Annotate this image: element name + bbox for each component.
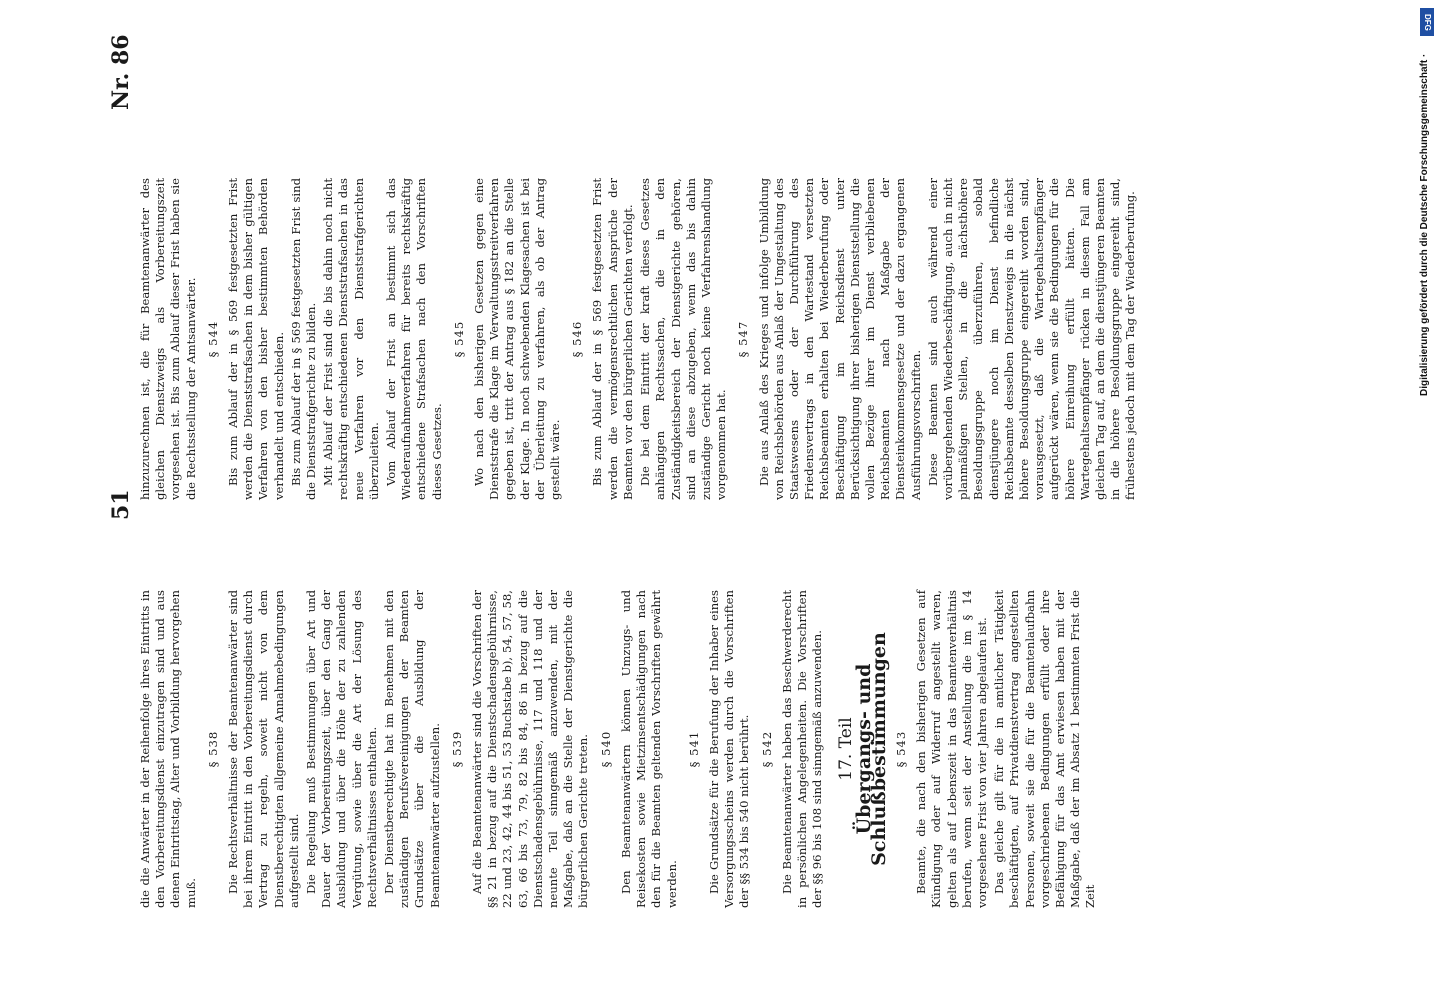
paragraph: Auf die Beamtenanwärter sind die Vorschriften der §§ 21 in bezug auf die Dienstschadensgebührnisse, 22 und 23, 42, 44 bis 51, 53 Buchstabe b), 54, 57, 58, 63, 66 bis 73, 79, 82 bis 84, 86 in bezug auf die Dienstschadensgebührnisse, 117 und 118 und der neunte Teil sinngemäß anzuwenden, mit der Maßgabe, daß an die Stelle der Dienstgerichte die bürgerlichen Gerichte treten. (470, 590, 591, 908)
part-title: Übergangs- und Schlußbestimmungen (852, 632, 890, 866)
section-heading: § 543 (893, 730, 908, 768)
section-heading: § 540 (598, 730, 613, 768)
paragraph: Bis zum Ablauf der in § 569 festgesetzten Frist werden die vermögensrechtlichen Ansprüche der Beamten vor den bürgerlichen Gerichten verfolgt. (590, 178, 635, 500)
paragraph: Die bei dem Eintritt der kraft dieses Gesetzes anhängigen Rechtssachen, die in den Zuständigkeitsbereich der Dienstgerichte gehören, sind an diese abzugeben, wenn das bis dahin zuständige Gericht noch keine Verfahrenshandlung vorgenommen hat. (638, 178, 729, 500)
paragraph: Die Rechtsverhältnisse der Beamtenanwärter sind bei ihrem Eintritt in den Vorbereitungsdienst durch Vertrag zu regeln, soweit nicht von dem Dienstberechtigten allgemeine Annahmebedingungen aufgestellt sind. (226, 590, 301, 908)
paragraph: Die Beamtenanwärter haben das Beschwerderecht in persönlichen Angelegenheiten. Die Vorschriften der §§ 96 bis 108 sind sinngemäß anzuwenden. (779, 590, 825, 908)
paragraph: Die aus Anlaß des Krieges und infolge Umbildung von Reichsbehörden aus Anlaß der Umgestaltung des Staatswesens oder der Durchführung des Friedensvertrags in den Wartestand versetzten Reichsbeamten erhalten bei Wiederberufung oder Beschäftigung im Reichsdienst unter Berücksichtigung ihrer bisherigen Dienststellung die vollen Bezüge ihrer im Dienst verbliebenen Reichsbeamten nach Maßgabe der Diensteinkommensgesetze und der dazu ergangenen Ausführungsvorschriften. (756, 178, 923, 500)
page-number-right: Nr. 86 (108, 34, 134, 110)
text-column-1 (138, 590, 1101, 908)
paragraph: Die Grundsätze für die Berufung der Inhaber eines Versorgungsscheins werden durch die Vorschriften der §§ 534 bis 540 nicht berührt. (706, 590, 752, 908)
section-heading: § 547 (736, 320, 751, 358)
paragraph: Das gleiche gilt für die in amtlicher Tätigkeit beschäftigten, auf Privatdienstvertrag angestellten Personen, soweit sie die für die Beamtenlaufbahn vorgeschriebenen Bedingungen erfüllt oder ihre Befähigung für das Amt erwiesen haben mit der Maßgabe, daß der im Absatz 1 bestimmten Frist die Zeit (992, 590, 1098, 908)
section-heading: § 541 (686, 730, 701, 768)
page-number-left: 51 (108, 489, 134, 520)
funding-note: Digitalisierung gefördert durch die Deutsche Forschungsgemeinschaft · (1419, 53, 1430, 396)
part-number: 17. Teil (836, 717, 857, 781)
text-column-2 (138, 178, 1141, 500)
paragraph: Den Beamtenanwärtern können Umzugs- und Reisekosten sowie Mietzinsentschädigungen nach den für die Beamten geltenden Vorschriften gewährt werden. (618, 590, 679, 908)
paragraph: Wo nach den bisherigen Gesetzen gegen eine Dienststrafe die Klage im Verwaltungsstreitverfahren gegeben ist, tritt der Antrag aus § 182 an die Stelle der Klage. In noch schwebenden Klagesachen ist bei der Überleitung zu verfahren, als ob der Antrag gestellt wäre. (472, 178, 563, 500)
paragraph: Bis zum Ablauf der in § 569 festgesetzten Frist werden die Dienststrafsachen in dem bisher gültigen Verfahren von den bisher bestimmten Behörden verhandelt und entschieden. (226, 178, 286, 500)
section-heading: § 544 (205, 320, 220, 358)
paragraph: Vom Ablauf der Frist an bestimmt sich das Wiederaufnahmeverfahren für bereits rechtskräftig entschiedene Strafsachen nach den Vorschriften dieses Gesetzes. (384, 178, 444, 500)
paragraph: Beamte, die nach den bisherigen Gesetzen auf Kündigung oder auf Widerruf angestellt waren, gelten als auf Lebenszeit in das Beamtenverhältnis berufen, wenn seit der Anstellung die im § 14 vorgesehene Frist von vier Jahren abgelaufen ist. (914, 590, 989, 908)
section-heading: § 546 (570, 320, 585, 358)
paragraph: Bis zum Ablauf der in § 569 festgesetzten Frist sind die Dienststrafgerichte zu bilden. (288, 178, 319, 500)
section-heading: § 539 (449, 730, 464, 768)
paragraph: Mit Ablauf der Frist sind die bis dahin noch nicht rechtskräftig entschiedenen Dienststrafsachen in das neue Verfahren vor den Dienststrafgerichten überzuleiten. (321, 178, 381, 500)
section-heading: § 538 (205, 730, 220, 768)
section-heading: § 545 (451, 320, 466, 358)
paragraph: hinzuzurechnen ist, die für Beamtenanwärter des gleichen Dienstzweigs als Vorbereitungszeit vorgesehen ist. Bis zum Ablauf dieser Frist haben sie die Rechtsstellung der Amtsanwärter. (138, 178, 198, 500)
dfg-logo-icon: DFG (1420, 8, 1434, 36)
paragraph: Der Dienstberechtigte hat im Benehmen mit den zuständigen Berufsvereinigungen der Beamten Grundsätze über die Ausbildung der Beamtenanwärter aufzustellen. (382, 590, 442, 908)
paragraph: Diese Beamten sind auch während einer vorübergehenden Wiederbeschäftigung, auch in nicht planmäßigen Stellen, in die nächsthöhere Besoldungsgruppe überzuführen, sobald dienstjüngere noch im Dienst befindliche Reichsbeamte desselben Dienstzweigs in die nächst höhere Besoldungsgruppe eingereiht worden sind, vorausgesetzt, daß die Wartegehaltsempfänger aufgerückt wären, wenn sie die Bedingungen für die höhere Einreihung erfüllt hätten. Die Wartegehaltsempfänger rücken in diesem Fall am gleichen Tag auf, an dem die dienstjüngeren Beamten in die höhere Besoldungsgruppe eingereiht sind, frühestens jedoch mit dem Tag der Wiederberufung. (925, 178, 1138, 500)
paragraph: die die Anwärter in der Reihenfolge ihres Eintritts in den Vorbereitungsdienst einzutragen sind und aus denen Eintrittstag, Alter und Vorbildung hervorgehen muß. (138, 590, 198, 908)
section-heading: § 542 (759, 730, 774, 768)
paragraph: Die Regelung muß Bestimmungen über Art und Dauer der Vorbereitungszeit, über den Gang der Ausbildung und über die Höhe der zu zahlenden Vergütung, sowie über die Art der Lösung des Rechtsverhältnisses enthalten. (304, 590, 379, 908)
